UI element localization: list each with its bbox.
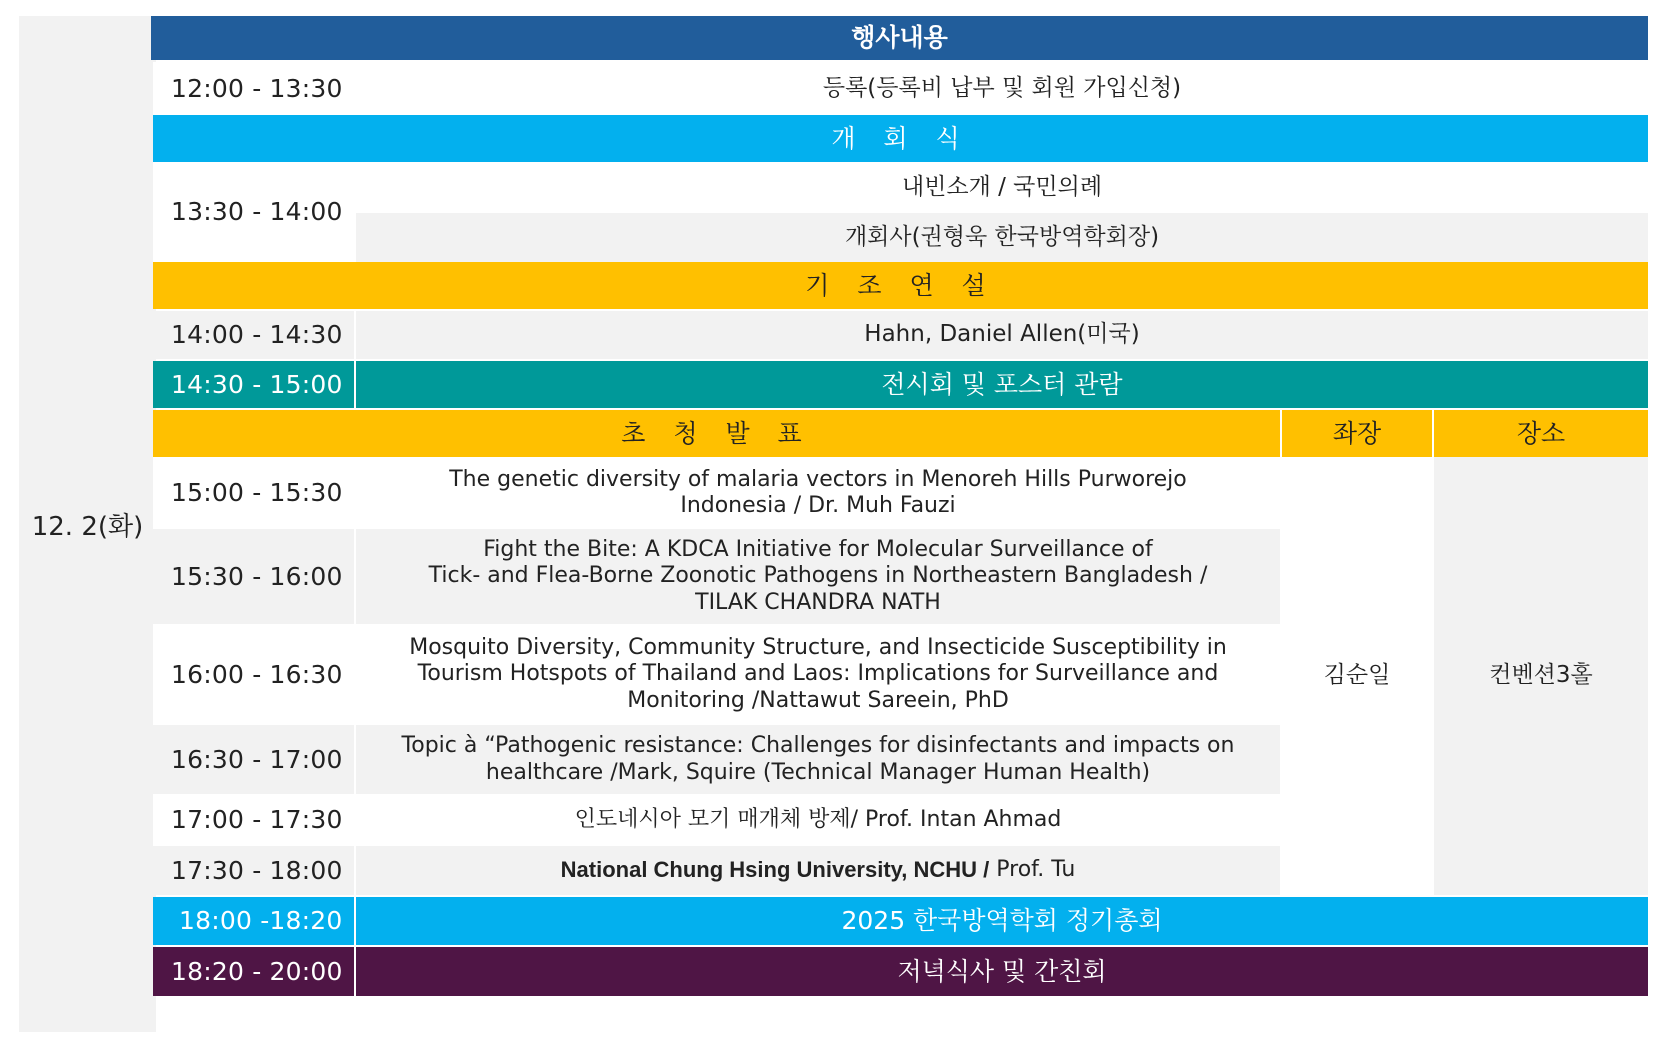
- talk-3-line-1: Mosquito Diversity, Community Structure, and Insecticide Susceptibility in: [409, 634, 1227, 660]
- exhibition-time: 14:30 - 15:00: [153, 361, 354, 408]
- venue-cell: 컨벤션3홀: [1434, 457, 1648, 895]
- talk-2-time: 15:30 - 16:00: [153, 529, 354, 624]
- talk-2-title: [356, 529, 1280, 624]
- opening-address: 개회사(권형욱 한국방역학회장): [356, 213, 1648, 262]
- guests-intro: 내빈소개 / 국민의례: [356, 162, 1648, 213]
- talk-6-affiliation: National Chung Hsing University, NCHU /: [560, 857, 990, 883]
- opening-ceremony-bar: 개 회 식: [153, 115, 1648, 162]
- dinner-text: 저녁식사 및 간친회: [356, 947, 1648, 996]
- talk-4-time: 16:30 - 17:00: [153, 725, 354, 794]
- talk-5-time: 17:00 - 17:30: [153, 794, 354, 846]
- keynote-speaker: Hahn, Daniel Allen(미국): [356, 311, 1648, 359]
- talk-2-line-2: Tick- and Flea-Borne Zoonotic Pathogens in Northeastern Bangladesh /: [428, 563, 1208, 589]
- talk-6-title: [356, 846, 1280, 895]
- general-meeting-text: 2025 한국방역학회 정기총회: [356, 897, 1648, 945]
- talk-2-line-1: Fight the Bite: A KDCA Initiative for Molecular Surveillance of: [483, 536, 1153, 562]
- talk-3-title: [356, 624, 1280, 725]
- talk-2-line-3: TILAK CHANDRA NATH: [695, 589, 941, 615]
- program-header-title: 행사내용: [851, 23, 948, 52]
- talk-4-line-2: healthcare /Mark, Squire (Technical Manager Human Health): [485, 759, 1151, 785]
- registration-text: 등록(등록비 납부 및 회원 가입신청): [356, 62, 1648, 115]
- talk-1-time: 15:00 - 15:30: [153, 457, 354, 529]
- keynote-time: 14:00 - 14:30: [153, 311, 354, 359]
- talk-4-title: [356, 725, 1280, 794]
- talk-3-line-2: Tourism Hotspots of Thailand and Laos: Implications for Surveillance and: [417, 661, 1219, 687]
- talk-3-line-3: Monitoring /Nattawut Sareein, PhD: [627, 687, 1009, 713]
- talk-6-time: 17:30 - 18:00: [153, 846, 354, 895]
- talk-6-speaker: Prof. Tu: [989, 857, 1076, 883]
- dinner-time: 18:20 - 20:00: [153, 947, 354, 996]
- chair-header: 좌장: [1282, 410, 1432, 457]
- date-label: 12. 2(화): [31, 511, 144, 542]
- date-cell: [19, 16, 156, 1032]
- talk-5-title: 인도네시아 모기 매개체 방제/ Prof. Intan Ahmad: [356, 794, 1280, 846]
- invited-talks-bar: 초 청 발 표: [153, 410, 1280, 457]
- talk-1-title: [356, 457, 1280, 529]
- keynote-bar: 기 조 연 설: [153, 262, 1648, 309]
- registration-time: 12:00 - 13:30: [153, 62, 354, 115]
- general-meeting-time: 18:00 -18:20: [153, 897, 354, 945]
- program-header: [151, 16, 1648, 60]
- talk-3-time: 16:00 - 16:30: [153, 624, 354, 725]
- chair-cell: 김순일: [1282, 457, 1432, 895]
- talk-1-line-1: The genetic diversity of malaria vectors in Menoreh Hills Purworejo: [449, 466, 1187, 492]
- talk-1-line-2: Indonesia / Dr. Muh Fauzi: [680, 493, 956, 518]
- opening-time: 13:30 - 14:00: [153, 162, 354, 262]
- exhibition-text: 전시회 및 포스터 관람: [356, 361, 1648, 408]
- talk-4-line-1: Topic à “Pathogenic resistance: Challenges for disinfectants and impacts on: [401, 733, 1235, 759]
- venue-header: 장소: [1434, 410, 1648, 457]
